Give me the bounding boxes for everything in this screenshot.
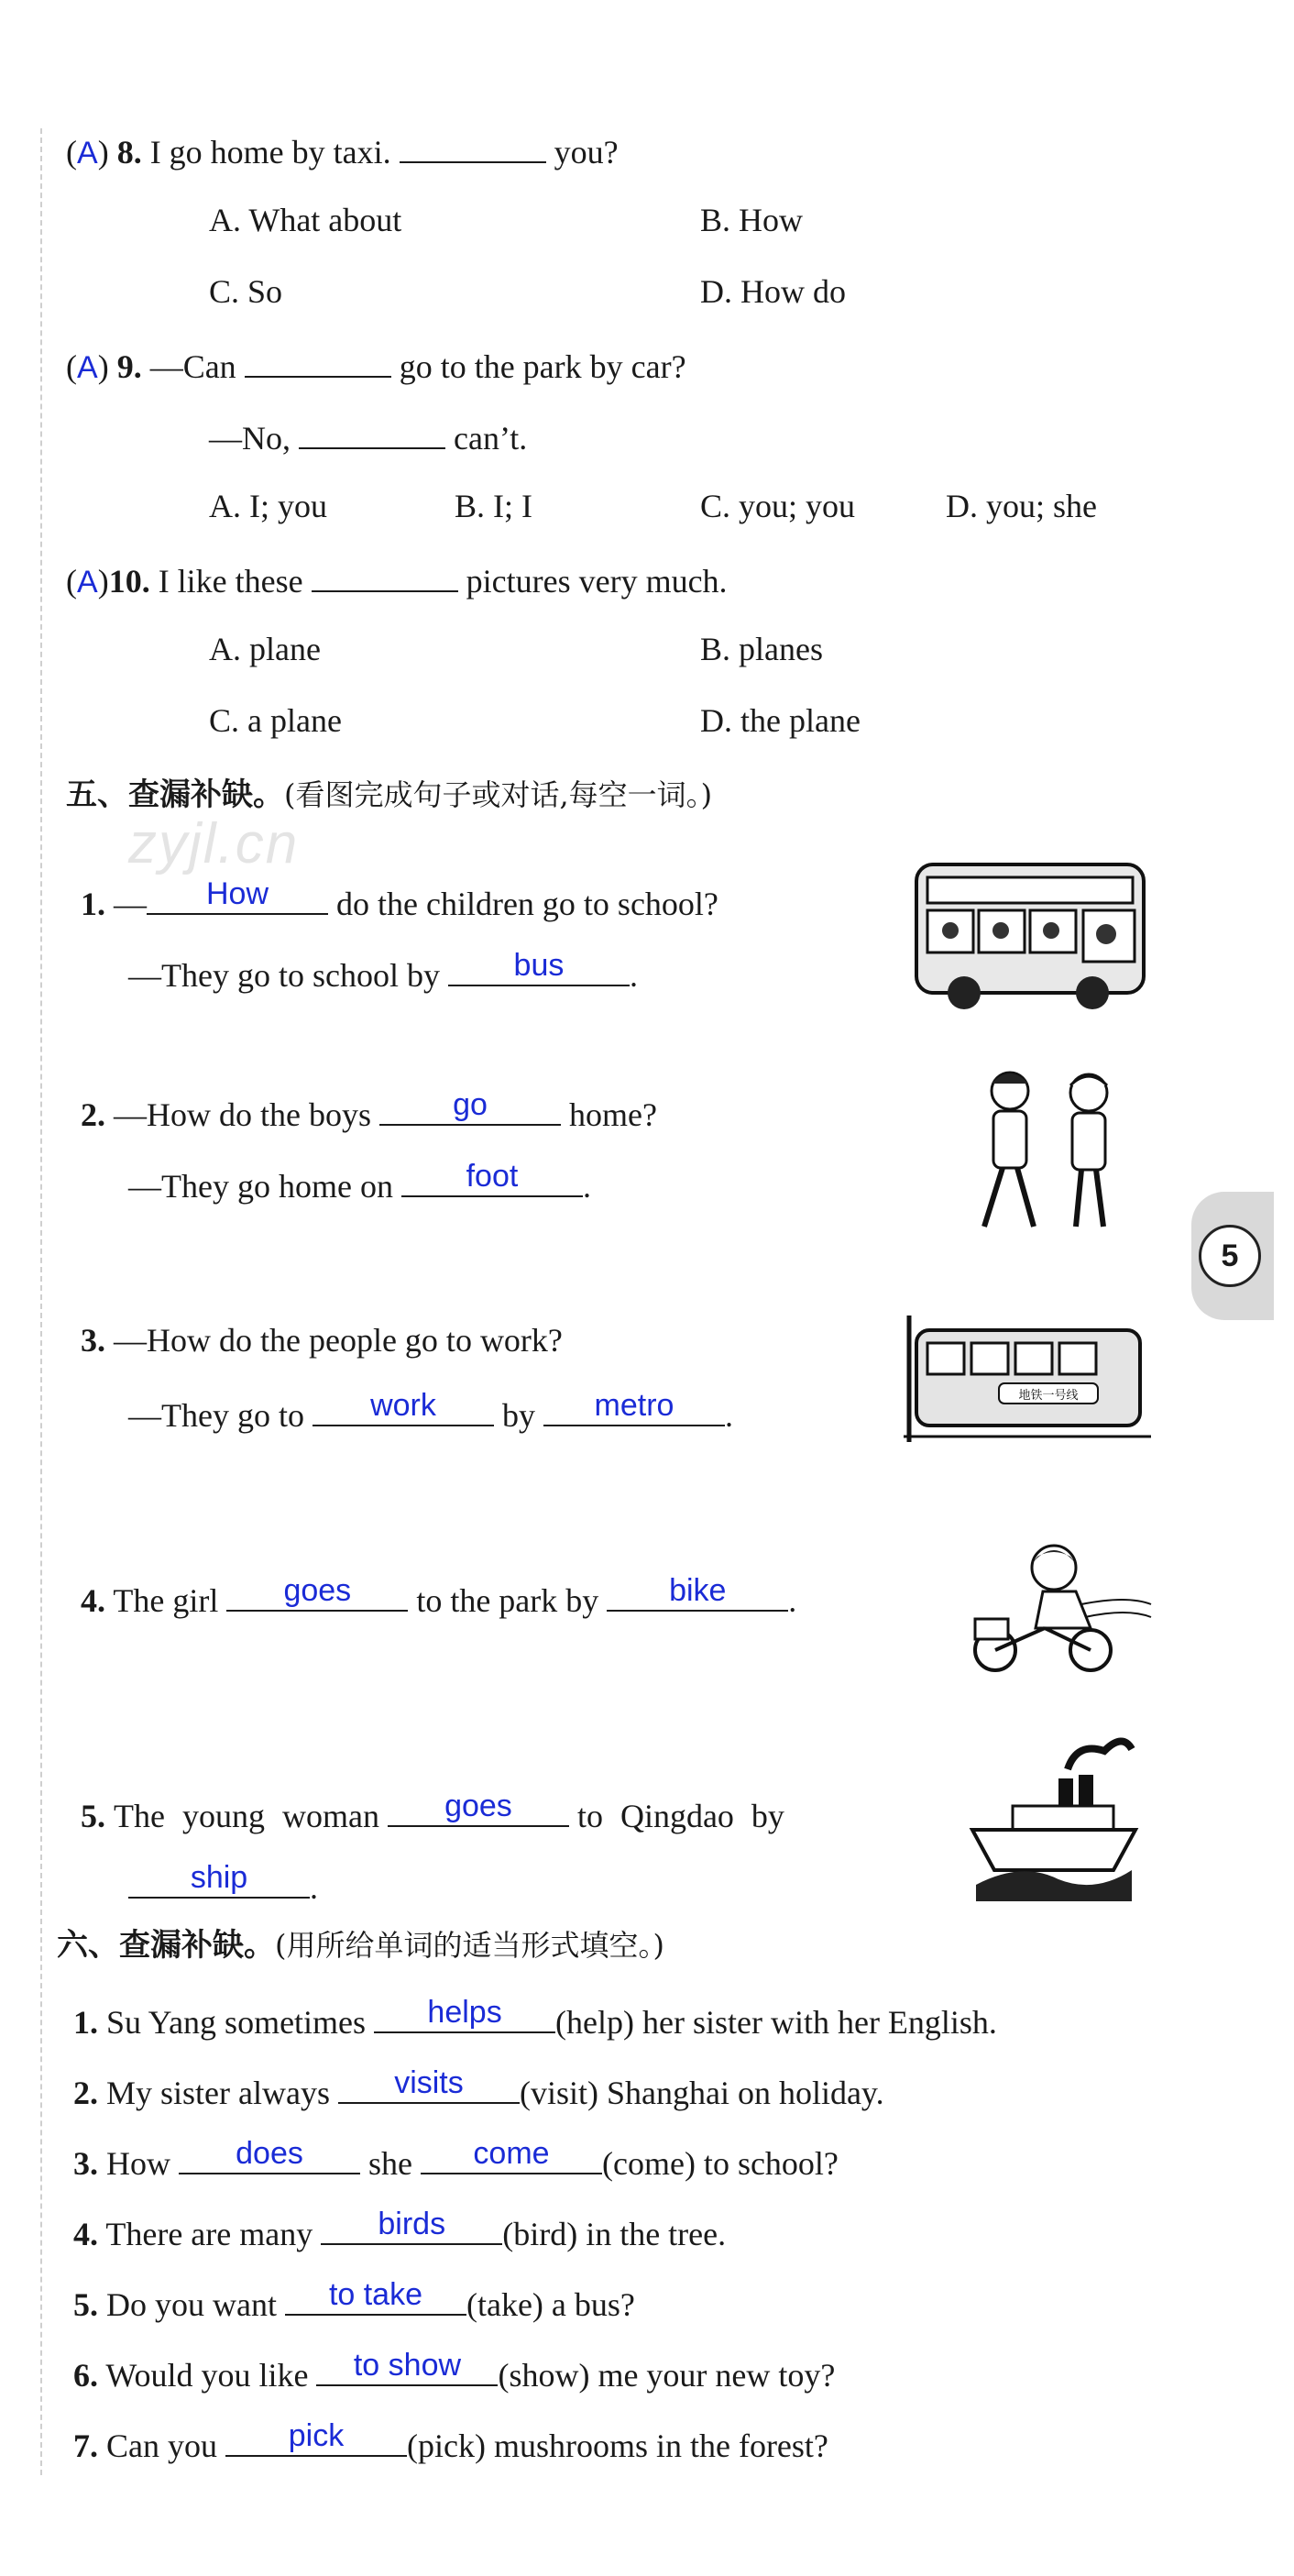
- item-number: 3.: [73, 2145, 98, 2182]
- item-text: to the park by: [416, 1582, 599, 1619]
- heading-note: (用所给单词的适当形式填空。): [275, 1928, 664, 1963]
- item-number: 4.: [81, 1582, 105, 1619]
- answer-blank[interactable]: [299, 414, 445, 449]
- option[interactable]: B. I; I: [455, 488, 532, 524]
- option[interactable]: D. the plane: [700, 702, 861, 739]
- filled-answer: visits: [394, 2065, 464, 2100]
- item-text: The young woman: [114, 1798, 379, 1834]
- item-text: home?: [569, 1096, 657, 1133]
- item-text: (pick) mushrooms in the forest?: [407, 2427, 828, 2464]
- answer-blank[interactable]: [379, 1087, 561, 1126]
- page-number: 5: [1199, 1225, 1261, 1287]
- item-text: .: [788, 1582, 797, 1619]
- filled-answer: helps: [427, 1995, 502, 2030]
- s5-item-1-line2: [128, 948, 638, 996]
- item-text: My sister always: [106, 2075, 330, 2111]
- item-text: (come) to school?: [602, 2145, 839, 2182]
- filled-answer: does: [236, 2136, 303, 2171]
- watermark: zyjl.cn: [128, 812, 300, 875]
- item-number: 6.: [73, 2357, 98, 2394]
- answer-blank[interactable]: [401, 1159, 583, 1197]
- question-number: 10.: [108, 563, 150, 600]
- item-number: 2.: [73, 2075, 98, 2111]
- item-number: 1.: [73, 2004, 98, 2041]
- s6-item-7: [73, 2418, 828, 2466]
- question-text: —No,: [209, 420, 291, 457]
- item-text: Would you like: [105, 2357, 309, 2394]
- item-text: There are many: [105, 2216, 313, 2252]
- question-10: (A)10. I like these pictures very much.: [66, 557, 728, 602]
- item-text: —They go home on: [128, 1168, 393, 1205]
- filled-answer: pick: [288, 2418, 345, 2453]
- item-number: 5.: [81, 1798, 105, 1834]
- answer-blank[interactable]: [128, 1860, 310, 1899]
- answer-blank[interactable]: [313, 1388, 494, 1426]
- answer-blank[interactable]: [179, 2136, 360, 2174]
- filled-answer: goes: [283, 1573, 352, 1608]
- answer-blank[interactable]: [226, 1573, 408, 1612]
- question-text: can’t.: [454, 420, 528, 457]
- option[interactable]: C. So: [209, 273, 283, 310]
- item-text: she: [368, 2145, 412, 2182]
- s6-item-3: [73, 2136, 839, 2184]
- filled-answer: bus: [513, 948, 565, 983]
- answer-blank[interactable]: [245, 343, 391, 378]
- question-9: (A) 9. —Can go to the park by car?: [66, 343, 686, 388]
- s5-item-1-line1: [81, 876, 718, 924]
- item-text: (visit) Shanghai on holiday.: [519, 2075, 884, 2111]
- item-text: Su Yang sometimes: [106, 2004, 367, 2041]
- item-text: —They go to: [128, 1397, 304, 1434]
- option[interactable]: C. a plane: [209, 702, 342, 739]
- item-text: do the children go to school?: [336, 886, 718, 922]
- question-text: —Can: [149, 348, 236, 385]
- answer-10: A: [77, 565, 98, 600]
- option[interactable]: B. How: [700, 202, 804, 238]
- answer-blank[interactable]: [147, 876, 328, 915]
- filled-answer: come: [473, 2136, 550, 2171]
- walking-boys-icon: [962, 1063, 1136, 1238]
- filled-answer: ship: [190, 1860, 248, 1895]
- heading-text: 六、查漏补缺。: [57, 1927, 275, 1964]
- answer-blank[interactable]: [421, 2136, 602, 2174]
- filled-answer: to take: [328, 2277, 423, 2312]
- s6-item-5: [73, 2277, 635, 2325]
- section-5-heading: [66, 775, 712, 815]
- girl-bike-icon: [962, 1540, 1155, 1678]
- s5-item-4: [81, 1573, 797, 1621]
- item-text: by: [501, 1397, 535, 1434]
- margin-rule: [40, 128, 42, 2475]
- item-number: 2.: [81, 1096, 105, 1133]
- answer-8: A: [77, 136, 98, 171]
- answer-blank[interactable]: [607, 1573, 788, 1612]
- filled-answer: work: [370, 1388, 436, 1423]
- s6-item-2: [73, 2065, 884, 2113]
- s5-item-2-line1: [81, 1087, 657, 1135]
- answer-blank[interactable]: [312, 557, 458, 592]
- option[interactable]: D. How do: [700, 273, 846, 310]
- option[interactable]: B. planes: [700, 631, 823, 667]
- answer-blank[interactable]: [338, 2065, 520, 2104]
- item-text: —They go to school by: [128, 957, 440, 994]
- item-text: Can you: [106, 2427, 217, 2464]
- answer-blank[interactable]: [321, 2207, 502, 2245]
- filled-answer: foot: [466, 1159, 519, 1194]
- question-8: (A) 8. I go home by taxi. you?: [66, 128, 619, 173]
- s6-item-4: [73, 2207, 727, 2254]
- question-9-line2: [209, 414, 527, 458]
- answer-blank[interactable]: [316, 2348, 498, 2386]
- item-text: Do you want: [106, 2286, 277, 2323]
- item-text: .: [629, 957, 638, 994]
- s5-item-2-line2: [128, 1159, 591, 1206]
- item-text: (show) me your new toy?: [498, 2357, 836, 2394]
- option[interactable]: C. you; you: [700, 488, 856, 524]
- question-text: I go home by taxi.: [149, 134, 391, 171]
- s5-item-3-line1: [81, 1320, 563, 1360]
- answer-blank[interactable]: [400, 128, 546, 163]
- item-text: —: [114, 886, 147, 922]
- option[interactable]: D. you; she: [946, 488, 1097, 524]
- s5-item-5-line2: [128, 1860, 318, 1908]
- question-text: go to the park by car?: [399, 348, 686, 385]
- heading-text: 五、查漏补缺。: [66, 776, 284, 813]
- page-tab: [1191, 1192, 1274, 1320]
- question-text: I like these: [158, 563, 303, 600]
- item-number: 5.: [73, 2286, 98, 2323]
- train-sign: 地铁一号线: [1018, 1389, 1079, 1403]
- item-text: (take) a bus?: [466, 2286, 635, 2323]
- item-text: How: [106, 2145, 170, 2182]
- s5-item-5-line1: [81, 1789, 784, 1836]
- answer-blank[interactable]: [448, 948, 630, 986]
- item-number: 1.: [81, 886, 105, 922]
- filled-answer: goes: [444, 1789, 512, 1823]
- item-text: The girl: [113, 1582, 219, 1619]
- ship-icon: [967, 1733, 1141, 1907]
- heading-note: (看图完成句子或对话,每空一词。): [284, 777, 713, 812]
- item-text: (bird) in the tree.: [502, 2216, 727, 2252]
- item-text: —How do the boys: [114, 1096, 371, 1133]
- s5-item-3-line2: [128, 1388, 733, 1436]
- item-number: 4.: [73, 2216, 98, 2252]
- item-text: —How do the people go to work?: [114, 1322, 563, 1359]
- section-6-heading: [57, 1925, 664, 1965]
- answer-9: A: [77, 350, 98, 385]
- question-number: 8.: [116, 134, 142, 171]
- filled-answer: bike: [669, 1573, 727, 1608]
- filled-answer: go: [453, 1087, 488, 1122]
- option[interactable]: A. plane: [209, 631, 321, 667]
- item-text: .: [724, 1397, 733, 1434]
- s6-item-6: [73, 2348, 836, 2395]
- answer-blank[interactable]: [285, 2277, 466, 2316]
- filled-answer: birds: [378, 2207, 446, 2241]
- filled-answer: metro: [594, 1388, 674, 1423]
- question-text: pictures very much.: [466, 563, 728, 600]
- item-text: .: [310, 1869, 318, 1906]
- filled-answer: to show: [353, 2348, 462, 2383]
- option[interactable]: A. I; you: [209, 488, 327, 524]
- question-text: you?: [554, 134, 619, 171]
- answer-blank[interactable]: [543, 1388, 725, 1426]
- metro-train-icon: [904, 1316, 1151, 1444]
- answer-blank[interactable]: [374, 1995, 555, 2033]
- s6-item-1: [73, 1995, 997, 2042]
- answer-blank[interactable]: [225, 2418, 407, 2457]
- bus-icon: [909, 857, 1155, 1013]
- item-text: (help) her sister with her English.: [555, 2004, 997, 2041]
- item-text: to Qingdao by: [576, 1798, 784, 1834]
- item-number: 7.: [73, 2427, 98, 2464]
- answer-blank[interactable]: [388, 1789, 569, 1827]
- item-number: 3.: [81, 1322, 105, 1359]
- item-text: .: [582, 1168, 591, 1205]
- filled-answer: How: [205, 876, 269, 911]
- option[interactable]: A. What about: [209, 202, 402, 238]
- question-number: 9.: [116, 348, 142, 385]
